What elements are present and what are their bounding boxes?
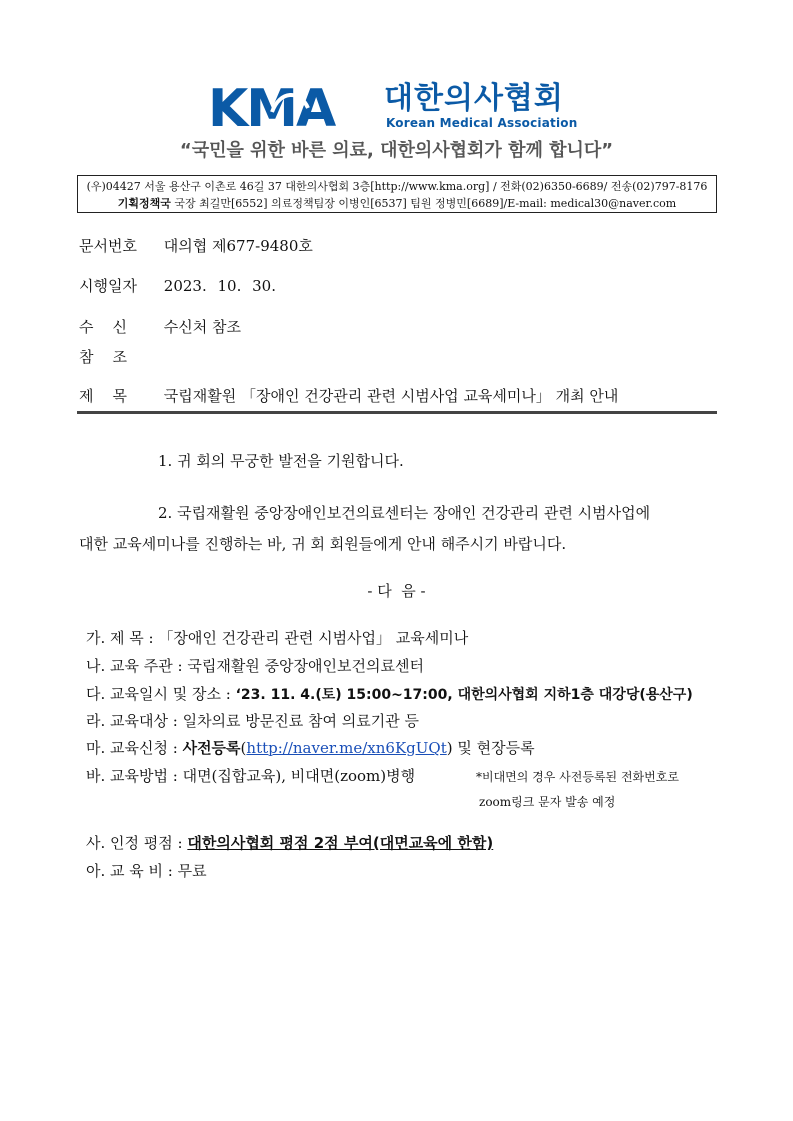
item-registration-label: 마. 교육신청 :	[86, 739, 183, 757]
subject-row	[79, 385, 618, 406]
item-credit-value: 대한의사협회 평점 2점 부여(대면교육에 한함)	[187, 834, 494, 852]
contact-staff	[78, 195, 716, 212]
item-title: 가. 제 목 : 「장애인 건강관리 관련 시범사업」 교육세미나	[86, 629, 469, 647]
subject: 국립재활원 「장애인 건강관리 관련 시범사업 교육세미나」 개최 안내	[163, 387, 619, 405]
kma-logo-mark-icon	[208, 82, 378, 132]
item-credit-label: 사. 인정 평점 :	[86, 834, 188, 852]
org-name-korean: 대한의사협회	[384, 81, 564, 116]
method-note-1: *비대면의 경우 사전등록된 전화번호로	[476, 770, 679, 784]
recipient-label: 수 신	[79, 318, 128, 336]
paragraph-2-line-1: 2. 국립재활원 중앙장애인보건의료센터는 장애인 건강관리 관련 시범사업에	[158, 504, 651, 522]
paragraph-2-line-2: 대한 교육세미나를 진행하는 바, 귀 회 회원들에게 안내 해주시기 바랍니다.	[79, 535, 567, 553]
contact-address: (우)04427 서울 용산구 이촌로 46길 37 대한의사협회 3층[http://www.kma.org] / 전화(02)6350-6689/ 전송(02)797-8176	[86, 180, 708, 193]
date-label: 시행일자	[79, 277, 137, 295]
contact-box	[77, 175, 717, 213]
recipient: 수신처 참조	[163, 318, 241, 336]
item-method: 바. 교육방법 : 대면(집합교육), 비대면(zoom)병행	[86, 767, 416, 785]
registration-link[interactable]: http://naver.me/xn6KgUQt	[246, 739, 447, 757]
item-datetime-value: ‘23. 11. 4.(토) 15:00~17:00, 대한의사협회 지하1층 대강당(용산구)	[235, 687, 693, 703]
recipient-row	[79, 316, 241, 337]
item-target: 라. 교육대상 : 일차의료 방문진료 참여 의료기관 등	[86, 712, 420, 730]
item-registration-rest: ) 및 현장등록	[446, 739, 535, 757]
item-datetime	[86, 683, 693, 704]
doc-number-row	[79, 235, 313, 256]
department: 기획정책국	[117, 197, 171, 210]
issue-date: 2023. 10. 30.	[163, 277, 276, 295]
subject-label: 제 목	[79, 387, 128, 405]
doc-number-label: 문서번호	[79, 237, 137, 255]
reference-label: 참 조	[79, 348, 128, 366]
item-datetime-label: 다. 교육일시 및 장소 :	[86, 685, 236, 703]
date-row	[79, 275, 276, 296]
pre-registration: 사전등록	[182, 739, 241, 757]
method-note-2: zoom링크 문자 발송 예정	[479, 795, 616, 809]
reference-row	[79, 346, 159, 367]
item-credit	[86, 832, 493, 853]
paragraph-1: 1. 귀 회의 무궁한 발전을 기원합니다.	[158, 452, 404, 470]
divider	[77, 411, 717, 414]
svg-text:KMA: KMA	[208, 82, 335, 132]
paren: (	[240, 739, 247, 757]
doc-number: 대의협 제677-9480호	[163, 237, 313, 255]
item-organizer: 나. 교육 주관 : 국립재활원 중앙장애인보건의료센터	[86, 657, 424, 675]
org-name-english: Korean Medical Association	[386, 116, 578, 130]
item-registration	[86, 737, 535, 758]
kma-logo	[208, 82, 588, 132]
slogan: “국민을 위한 바른 의료, 대한의사협회가 함께 합니다”	[179, 140, 614, 161]
item-fee: 아. 교 육 비 : 무료	[86, 862, 207, 880]
staff-list: 국장 최길만[6552] 의료정책팀장 이병인[6537] 팀원 정병민[6689]/E-mail: medical30@naver.com	[170, 197, 677, 210]
section-heading: - 다 음 -	[367, 582, 426, 600]
